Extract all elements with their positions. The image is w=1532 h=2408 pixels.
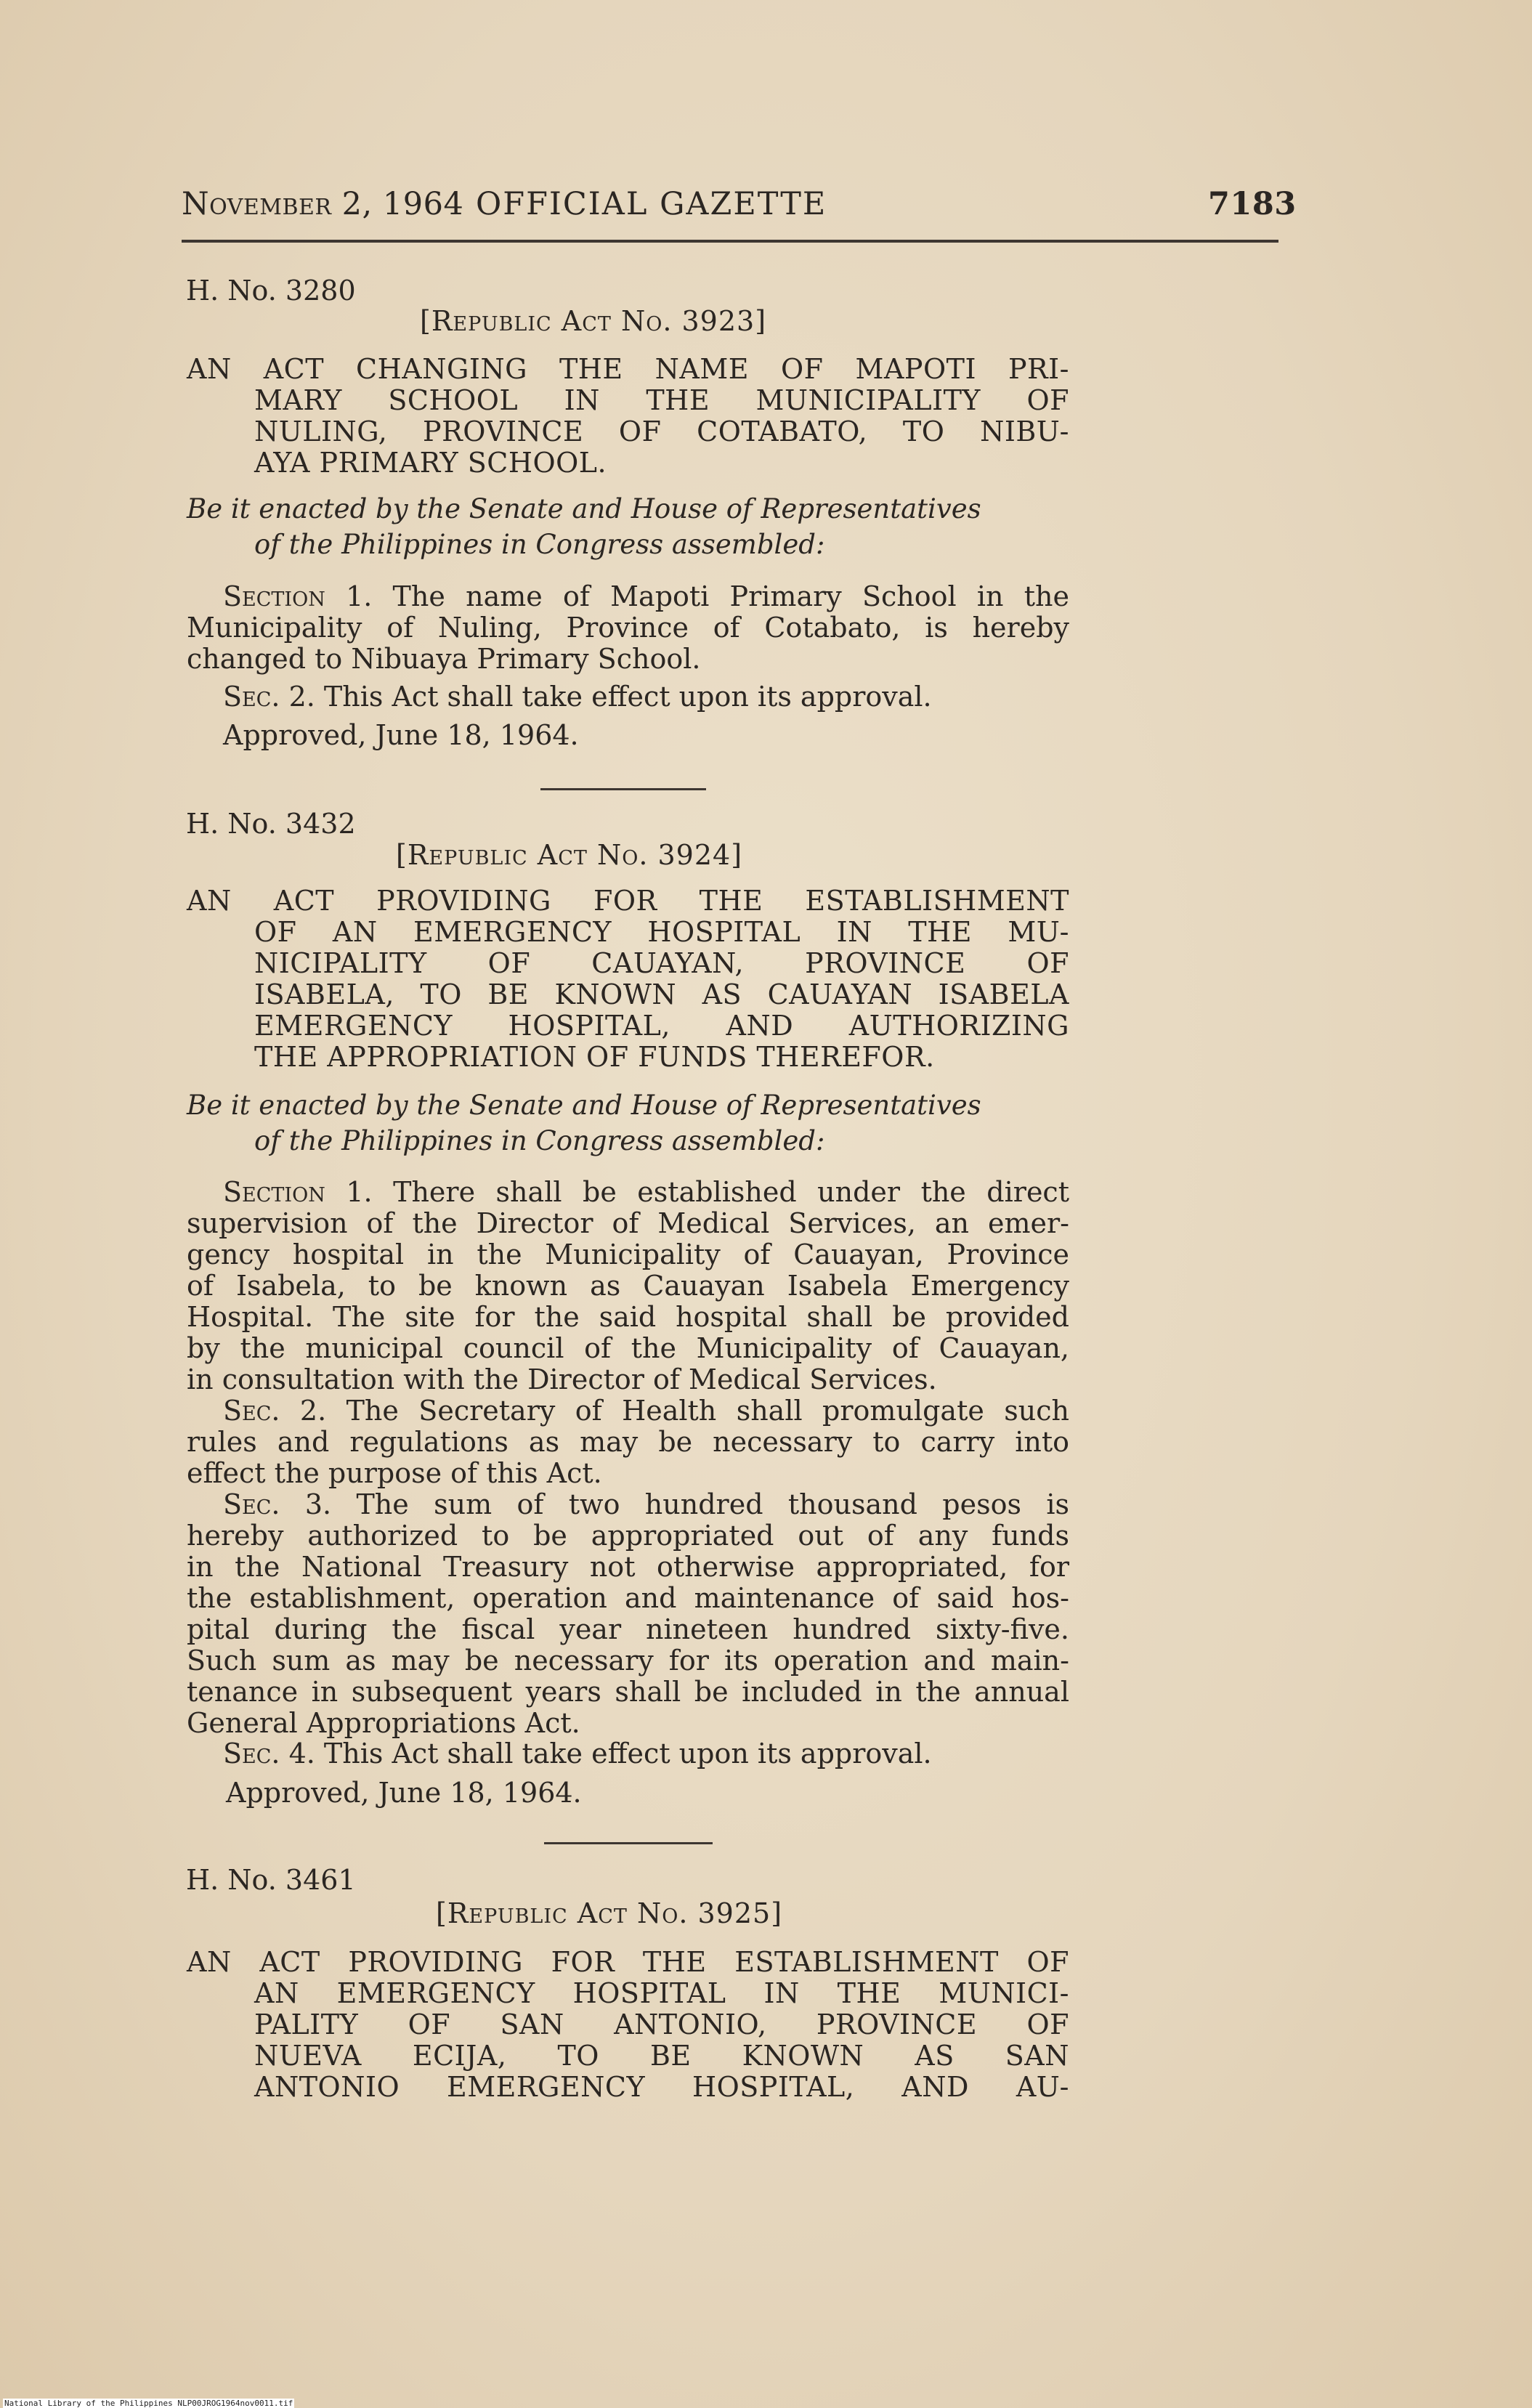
- title-line: PALITY OF SAN ANTONIO, PROVINCE OF: [254, 2008, 1069, 2040]
- title-line: MARY SCHOOL IN THE MUNICIPALITY OF: [254, 384, 1069, 416]
- section-text: 1. There shall be established under the direct: [346, 1176, 1069, 1208]
- title-line: ISABELA, TO BE KNOWN AS CAUAYAN ISABELA: [254, 978, 1069, 1010]
- section-label: Sec.: [223, 1395, 280, 1427]
- approval-date: Approved, June 18, 1964.: [226, 1777, 582, 1809]
- title-line: AN ACT PROVIDING FOR THE ESTABLISHMENT: [187, 885, 1069, 917]
- section-text: 4. This Act shall take effect upon its approval.: [288, 1738, 932, 1769]
- section-paragraph: [187, 1489, 1069, 1739]
- section-text: changed to Nibuaya Primary School.: [187, 643, 701, 675]
- section-text: Hospital. The site for the said hospital shall be provided: [187, 1301, 1069, 1333]
- section-text: hereby authorized to be appropriated out of any funds: [187, 1520, 1069, 1552]
- title-line: AN EMERGENCY HOSPITAL IN THE MUNICI-: [254, 1977, 1069, 2009]
- title-line: NICIPALITY OF CAUAYAN, PROVINCE OF: [254, 947, 1069, 979]
- title-line: NULING, PROVINCE OF COTABATO, TO NIBU-: [254, 415, 1069, 447]
- separator-rule: [544, 1842, 713, 1844]
- section-text: of Isabela, to be known as Cauayan Isabela Emergency: [187, 1270, 1069, 1302]
- section-text: pital during the fiscal year nineteen hundred sixty-five.: [187, 1613, 1069, 1645]
- section-label: Sec.: [223, 681, 280, 713]
- section-text: 2. This Act shall take effect upon its approval.: [288, 681, 932, 713]
- act-title: [187, 885, 1069, 1073]
- header-publication: OFFICIAL GAZETTE: [476, 186, 827, 222]
- house-bill-number: H. No. 3432: [186, 808, 356, 840]
- title-line: AN ACT PROVIDING FOR THE ESTABLISHMENT OF: [187, 1946, 1069, 1978]
- section-text: in consultation with the Director of Medical Services.: [187, 1363, 937, 1395]
- section-label: Section: [223, 580, 325, 612]
- enacting-clause-line: Be it enacted by the Senate and House of Representatives: [187, 1090, 981, 1121]
- enacting-clause-line: of the Philippines in Congress assembled:: [254, 1125, 825, 1156]
- section-text: 3. The sum of two hundred thousand pesos is: [304, 1488, 1069, 1520]
- section-paragraph: [187, 681, 1069, 713]
- section-text: by the municipal council of the Municipality of Cauayan,: [187, 1332, 1069, 1364]
- section-text: Municipality of Nuling, Province of Cotabato, is hereby: [187, 612, 1069, 644]
- header-rule: [182, 240, 1278, 243]
- house-bill-number: H. No. 3461: [186, 1864, 356, 1896]
- section-text: 2. The Secretary of Health shall promulgate such: [299, 1395, 1069, 1427]
- approval-date: Approved, June 18, 1964.: [223, 719, 579, 751]
- section-label: Section: [223, 1176, 325, 1208]
- section-text: Such sum as may be necessary for its operation and main-: [187, 1645, 1069, 1677]
- title-line: THE APPROPRIATION OF FUNDS THEREFOR.: [254, 1041, 935, 1073]
- section-label: Sec.: [223, 1738, 280, 1769]
- section-paragraph: [187, 1738, 1069, 1769]
- republic-act-number: [Republic Act No. 3925]: [436, 1897, 783, 1929]
- house-bill-number: H. No. 3280: [186, 275, 356, 307]
- section-text: the establishment, operation and maintenance of said hos-: [187, 1582, 1069, 1614]
- section-text: supervision of the Director of Medical Services, an emer-: [187, 1207, 1069, 1239]
- title-line: AN ACT CHANGING THE NAME OF MAPOTI PRI-: [187, 353, 1069, 385]
- title-line: NUEVA ECIJA, TO BE KNOWN AS SAN: [254, 2040, 1069, 2072]
- section-label: Sec.: [223, 1488, 280, 1520]
- section-text: General Appropriations Act.: [187, 1707, 580, 1739]
- republic-act-number: [Republic Act No. 3923]: [420, 305, 767, 337]
- section-paragraph: [187, 1177, 1069, 1395]
- section-text: 1. The name of Mapoti Primary School in the: [346, 580, 1069, 612]
- republic-act-number: [Republic Act No. 3924]: [396, 839, 743, 871]
- section-text: gency hospital in the Municipality of Cauayan, Province: [187, 1239, 1069, 1270]
- header-date: November 2, 1964: [182, 186, 464, 222]
- section-text: rules and regulations as may be necessary to carry into: [187, 1426, 1069, 1458]
- separator-rule: [540, 788, 706, 790]
- act-title: [187, 354, 1069, 479]
- section-paragraph: [187, 581, 1069, 675]
- title-line: EMERGENCY HOSPITAL, AND AUTHORIZING: [254, 1010, 1069, 1042]
- enacting-clause-line: Be it enacted by the Senate and House of Representatives: [187, 493, 981, 524]
- section-text: in the National Treasury not otherwise appropriated, for: [187, 1551, 1069, 1583]
- header-page-number: 7183: [1208, 186, 1297, 222]
- enacting-clause-line: of the Philippines in Congress assembled:: [254, 529, 825, 560]
- section-paragraph: [187, 1395, 1069, 1489]
- scan-footer: National Library of the Philippines NLP00JROG1964nov0011.tif: [4, 2399, 293, 2408]
- title-line: OF AN EMERGENCY HOSPITAL IN THE MU-: [254, 916, 1069, 948]
- section-text: tenance in subsequent years shall be included in the annual: [187, 1676, 1069, 1708]
- section-text: effect the purpose of this Act.: [187, 1457, 602, 1489]
- title-line: ANTONIO EMERGENCY HOSPITAL, AND AU-: [254, 2071, 1069, 2103]
- act-title: [187, 1947, 1069, 2103]
- title-line: AYA PRIMARY SCHOOL.: [254, 447, 607, 479]
